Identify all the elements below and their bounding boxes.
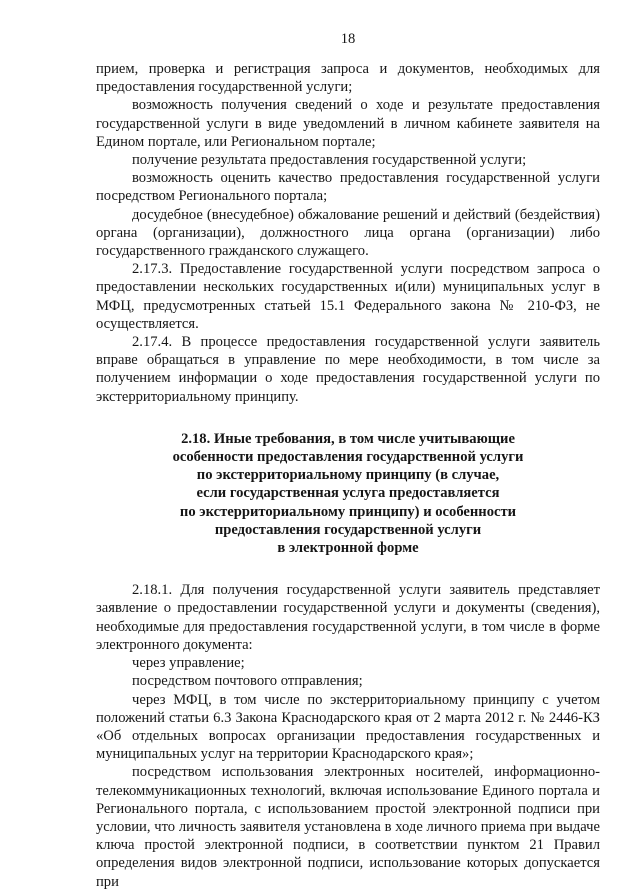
heading-line: особенности предоставления государственной услуги [172, 449, 524, 466]
list-item-electronic: посредством использования электронных носителей, информационно-телекоммуникационных технологий, включая использование Единого портала и Регионального портала, с использованием простой электронной подписи при условии, что личность заявителя установлена в ходе личного приема при выдаче ключа простой электронной подписи, в соответствии пунктом 21 Правил определения видов электронной подписи, использование которых допускается при [96, 764, 600, 890]
heading-line: по экстерриториальному принципу (в случае, [196, 467, 500, 484]
heading-line: по экстерриториальному принципу) и особенности [179, 503, 517, 520]
heading-line: если государственная услуга предоставляется [196, 485, 500, 502]
section-heading-2-18 [96, 430, 600, 557]
document-body [96, 60, 600, 891]
heading-line: предоставления государственной услуги [214, 521, 482, 538]
list-item-via-post: посредством почтового отправления; [132, 673, 363, 690]
page-number: 18 [340, 31, 356, 47]
paragraph-2-17-3: 2.17.3. Предоставление государственной услуги посредством запроса о предоставлении нескольких государственных и(или) муниципальных услуг в МФЦ, предусмотренных статьей 15.1 Федерального закона № 210-ФЗ, не осуществляется. [96, 261, 600, 332]
paragraph-quality-assessment: возможность оценить качество предоставления государственной услуги посредством Регионального портала; [96, 170, 600, 205]
heading-line: в электронной форме [277, 540, 419, 557]
list-item-via-department: через управление; [132, 655, 245, 672]
paragraph-2-18-1: 2.18.1. Для получения государственной услуги заявитель представляет заявление о предоставлении государственной услуги и документы (сведения), необходимые для предоставления государственной услуги, в том числе в форме электронного документа: [96, 582, 600, 653]
paragraph-pretrial-appeal: досудебное (внесудебное) обжалование решений и действий (бездействия) органа (организации), должностного лица органа (организации) либо государственного гражданского служащего. [96, 206, 600, 260]
paragraph-status-notifications: возможность получения сведений о ходе и результате предоставления государственной услуги в виде уведомлений в личном кабинете заявителя на Едином портале, или Региональном портале; [96, 97, 600, 150]
heading-line: 2.18. Иные требования, в том числе учитывающие [181, 430, 515, 447]
list-item-via-mfc: через МФЦ, в том числе по экстерриториальному принципу с учетом положений статьи 6.3 Закона Краснодарского края от 2 марта 2012 г. № 2446-КЗ «Об отдельных вопросах организации предоставления государственных и муниципальных услуг на территории Краснодарского края»; [96, 691, 600, 763]
paragraph-reception: прием, проверка и регистрация запроса и документов, необходимых для предоставления государственной услуги; [96, 61, 600, 96]
paragraph-2-17-4: 2.17.4. В процессе предоставления государственной услуги заявитель вправе обращаться в управление по мере необходимости, в том числе за получением информации о ходе предоставления государственной услуги по экстерриториальному принципу. [96, 334, 600, 405]
paragraph-receiving-result: получение результата предоставления государственной услуги; [132, 152, 527, 169]
document-page [96, 0, 600, 890]
